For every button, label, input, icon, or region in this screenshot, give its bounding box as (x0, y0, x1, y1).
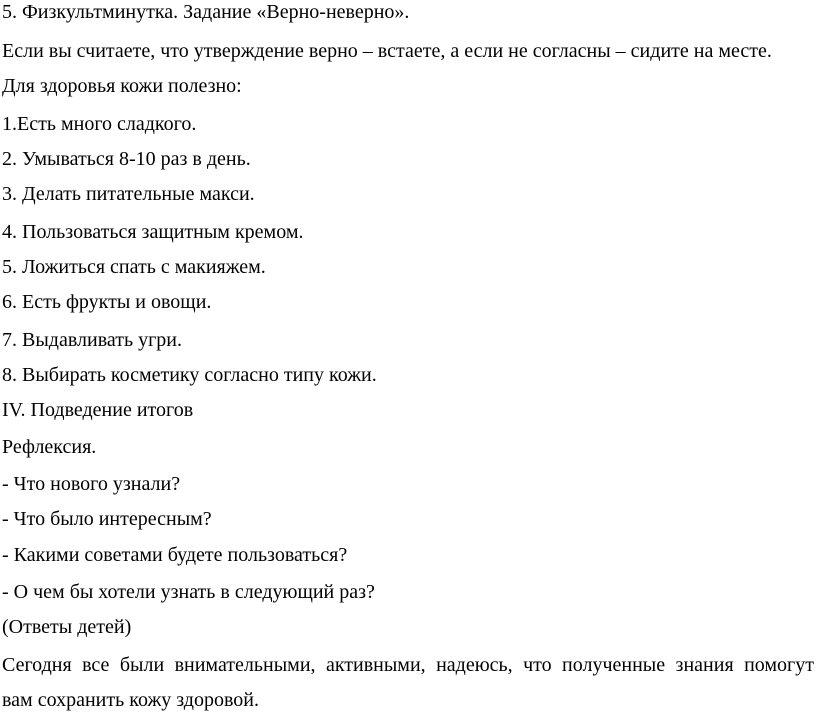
reflection-title: Рефлексия. (2, 436, 97, 458)
question-item: - Что было интересным? (2, 508, 212, 530)
question-item: - Какими советами будете пользоваться? (2, 544, 348, 566)
question-item: - Что нового узнали? (2, 473, 181, 495)
closing-text-line-2: вам сохранить кожу здоровой. (2, 689, 259, 711)
list-item: 8. Выбирать косметику согласно типу кожи. (2, 364, 377, 386)
list-item: 5. Ложиться спать с макияжем. (2, 256, 266, 278)
list-item: 7. Выдавливать угри. (2, 329, 182, 351)
answers-note: (Ответы детей) (2, 616, 132, 638)
section-heading-physical-break: 5. Физкультминутка. Задание «Верно-неверно». (2, 1, 410, 23)
list-item: 6. Есть фрукты и овощи. (2, 291, 212, 313)
question-item: - О чем бы хотели узнать в следующий раз? (2, 581, 375, 603)
closing-text-line-1: Сегодня все были внимательными, активными, надеюсь, что полученные знания помогут (2, 654, 814, 676)
list-item: 2. Умываться 8-10 раз в день. (2, 148, 251, 170)
list-item: 1.Есть много сладкого. (2, 113, 197, 135)
list-intro: Для здоровья кожи полезно: (2, 75, 242, 97)
list-item: 4. Пользоваться защитным кремом. (2, 221, 304, 243)
section-heading-summary: IV. Подведение итогов (2, 399, 194, 421)
instruction-text: Если вы считаете, что утверждение верно – встаете, а если не согласны – сидите на месте. (2, 40, 772, 62)
list-item: 3. Делать питательные макси. (2, 183, 255, 205)
